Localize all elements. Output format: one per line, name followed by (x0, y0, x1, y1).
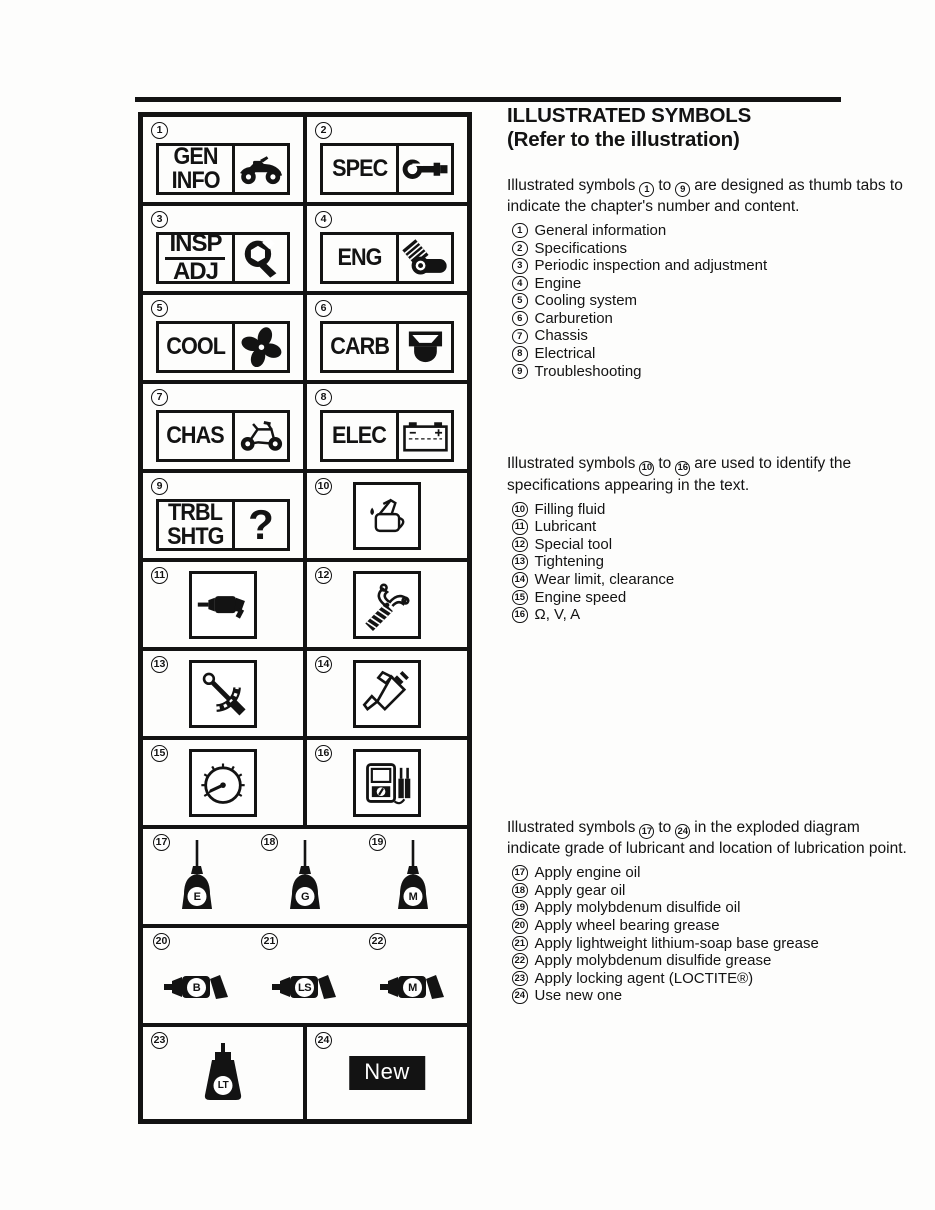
circled-number: 9 (675, 182, 690, 197)
circled-number: 16 (315, 745, 332, 762)
thumb-tab (156, 321, 290, 373)
circled-number: 14 (315, 656, 332, 673)
circled-number: 8 (315, 389, 332, 406)
text-column (507, 104, 911, 1005)
chapter-tab-insp-adj (141, 204, 305, 293)
list-item: 17 Apply engine oil (512, 864, 911, 882)
circled-number: 18 (512, 883, 528, 899)
list-item: 11 Lubricant (512, 518, 911, 536)
chapter-tab-label: ENG (323, 235, 399, 281)
chapter-tab-label: CARB (323, 324, 399, 370)
circled-number: 17 (512, 865, 528, 881)
circled-number: 16 (512, 607, 528, 623)
section-intro: Illustrated symbols 10 to 16 are used to identify the specifications appearing in the text. (507, 455, 852, 494)
thumb-tab (156, 410, 290, 462)
circled-number: 13 (151, 656, 168, 673)
chapter-tab-label: TRBL SHTG (159, 502, 235, 548)
list-item: 21 Apply lightweight lithium-soap base grease (512, 935, 911, 953)
circled-number: 22 (369, 933, 386, 950)
circled-number: 18 (261, 834, 278, 851)
circled-number: 11 (151, 567, 168, 584)
circled-number: 5 (151, 300, 168, 317)
circled-number: 12 (315, 567, 332, 584)
spec-list (507, 501, 911, 624)
question-mark-icon: ? (248, 502, 274, 548)
loctite-cell (141, 1025, 305, 1121)
list-item: 7 Chassis (512, 327, 911, 345)
list-item: 19 Apply molybdenum disulfide oil (512, 899, 911, 917)
circled-number: 15 (512, 590, 528, 606)
circled-number: 21 (261, 933, 278, 950)
circled-number: 23 (512, 971, 528, 987)
circled-number: 6 (512, 311, 528, 327)
chapter-tab-label: ELEC (323, 413, 399, 459)
circled-number: 16 (675, 461, 690, 476)
circled-number: 14 (512, 572, 528, 588)
chapter-tab-carb (305, 293, 469, 382)
oil-bottle-engine-oil (143, 829, 251, 924)
circled-number: 24 (675, 824, 690, 839)
fan-icon (235, 324, 287, 370)
circled-number: 15 (151, 745, 168, 762)
oil-bottle-icon (393, 839, 433, 919)
spec-symbol-tightening (141, 649, 305, 738)
lubricant-grade-letter: M (404, 887, 423, 906)
list-item: 23 Apply locking agent (LOCTITE®) (512, 970, 911, 988)
circled-number: 17 (639, 824, 654, 839)
list-item: 4 Engine (512, 275, 911, 293)
circled-number: 13 (512, 554, 528, 570)
thumb-tab (156, 143, 290, 195)
circled-number: 21 (512, 936, 528, 952)
list-item: 10 Filling fluid (512, 501, 911, 519)
list-item: 2 Specifications (512, 240, 911, 258)
circled-number: 9 (151, 478, 168, 495)
list-item: 16 Ω, V, A (512, 606, 911, 624)
spec-symbol-meter (305, 738, 469, 827)
grease-tube-moly (359, 928, 467, 1023)
list-item: 12 Special tool (512, 536, 911, 554)
chapter-tab-label: CHAS (159, 413, 235, 459)
list-item: 18 Apply gear oil (512, 882, 911, 900)
engine-cylinder-icon (399, 235, 451, 281)
battery-icon (399, 413, 451, 459)
chapter-list (507, 222, 911, 380)
lubricant-grade-letter: LT (214, 1076, 233, 1095)
chapter-tab-spec (305, 115, 469, 204)
circled-number: 2 (315, 122, 332, 139)
circled-number: 17 (153, 834, 170, 851)
grease-tube-bearing (143, 928, 251, 1023)
atv-icon (235, 146, 287, 192)
thumb-tab (320, 410, 454, 462)
symbol-grid (138, 112, 472, 1124)
circled-number: 10 (512, 502, 528, 518)
chapter-tab-label: SPEC (323, 146, 399, 192)
list-item: 15 Engine speed (512, 589, 911, 607)
circled-number: 4 (512, 276, 528, 292)
micrometer-icon (399, 146, 451, 192)
lubricant-grade-letter: B (187, 978, 206, 997)
circled-number: 20 (153, 933, 170, 950)
thumb-tab (156, 499, 290, 551)
chapter-tab-label: INSP ADJ (159, 235, 235, 281)
new-part-tag: New (349, 1056, 425, 1090)
lubricant-grade-letter: LS (295, 978, 314, 997)
list-item: 8 Electrical (512, 345, 911, 363)
oil-bottle-gear-oil (251, 829, 359, 924)
grease-tube-icon (380, 970, 446, 1004)
circled-number: 11 (512, 519, 528, 535)
spec-symbol-special-tool (305, 560, 469, 649)
section-chapter-tabs (507, 176, 911, 381)
circled-number: 9 (512, 364, 528, 380)
section-intro: Illustrated symbols 1 to 9 are designed as thumb tabs to indicate the chapter's number and content. (507, 176, 903, 215)
chapter-tab-gen-info (141, 115, 305, 204)
circled-number: 12 (512, 537, 528, 553)
grease-tube-icon (272, 970, 338, 1004)
chapter-tab-eng (305, 204, 469, 293)
circled-number: 23 (151, 1032, 168, 1049)
circled-number: 10 (639, 461, 654, 476)
loctite-bottle-icon (200, 1043, 246, 1103)
oil-bottle-icon (177, 839, 217, 919)
carburetor-icon (399, 324, 451, 370)
circled-number: 20 (512, 918, 528, 934)
spec-symbol-filling-fluid (305, 471, 469, 560)
list-item: 6 Carburetion (512, 310, 911, 328)
circled-number: 4 (315, 211, 332, 228)
list-item: 1 General information (512, 222, 911, 240)
circled-number: 19 (369, 834, 386, 851)
chapter-tab-label: GEN INFO (159, 146, 235, 192)
section-lubrication-symbols (507, 818, 911, 1005)
torque-wrench-icon (189, 660, 257, 728)
circled-number: 2 (512, 241, 528, 257)
oil-can-icon (353, 482, 421, 550)
tachometer-icon (189, 749, 257, 817)
use-new-cell (305, 1025, 469, 1121)
circled-number: 24 (512, 988, 528, 1004)
circled-number: 6 (315, 300, 332, 317)
chapter-tab-trbl-shtg (141, 471, 305, 560)
section-spec-symbols (507, 454, 911, 624)
list-item: 13 Tightening (512, 553, 911, 571)
spec-symbol-engine-speed (141, 738, 305, 827)
list-item: 9 Troubleshooting (512, 363, 911, 381)
grease-tube-icon (164, 970, 230, 1004)
chapter-tab-chas (141, 382, 305, 471)
circled-number: 10 (315, 478, 332, 495)
circled-number: 7 (512, 329, 528, 345)
circled-number: 1 (151, 122, 168, 139)
spec-symbol-lubricant (141, 560, 305, 649)
chapter-tab-elec (305, 382, 469, 471)
list-item: 3 Periodic inspection and adjustment (512, 257, 911, 275)
lubricant-grade-letter: E (188, 887, 207, 906)
circled-number: 3 (512, 258, 528, 274)
vernier-caliper-icon (353, 660, 421, 728)
page-title: ILLUSTRATED SYMBOLS (Refer to the illustration) (507, 104, 752, 151)
circled-number: 7 (151, 389, 168, 406)
top-rule (135, 97, 841, 102)
chapter-tab-cool (141, 293, 305, 382)
circled-number: 24 (315, 1032, 332, 1049)
wrench-nut-icon (235, 235, 287, 281)
chassis-frame-icon (235, 413, 287, 459)
circled-number: 22 (512, 953, 528, 969)
list-item: 24 Use new one (512, 987, 911, 1005)
list-item: 22 Apply molybdenum disulfide grease (512, 952, 911, 970)
oil-bottle-row (141, 827, 469, 926)
circled-number: 19 (512, 900, 528, 916)
circled-number: 1 (639, 182, 654, 197)
grease-tube-row (141, 926, 469, 1025)
thumb-tab (320, 232, 454, 284)
oil-bottle-moly-oil (359, 829, 467, 924)
list-item: 20 Apply wheel bearing grease (512, 917, 911, 935)
lubricant-grade-letter: G (296, 887, 315, 906)
thumb-tab (320, 321, 454, 373)
circled-number: 5 (512, 293, 528, 309)
lubricant-grade-letter: M (403, 978, 422, 997)
thumb-tab (156, 232, 290, 284)
lubrication-list (507, 864, 911, 1005)
grease-tube-lithium (251, 928, 359, 1023)
pin-spanner-tool-icon (353, 571, 421, 639)
section-intro: Illustrated symbols 17 to 24 in the exploded diagram indicate grade of lubricant and location of lubrication point. (507, 818, 907, 858)
thumb-tab (320, 143, 454, 195)
multimeter-icon (353, 749, 421, 817)
spec-symbol-wear-limit (305, 649, 469, 738)
circled-number: 8 (512, 346, 528, 362)
circled-number: 3 (151, 211, 168, 228)
list-item: 5 Cooling system (512, 292, 911, 310)
circled-number: 1 (512, 223, 528, 239)
chapter-tab-label: COOL (159, 324, 235, 370)
list-item: 14 Wear limit, clearance (512, 571, 911, 589)
oil-bottle-icon (285, 839, 325, 919)
grease-gun-icon (189, 571, 257, 639)
